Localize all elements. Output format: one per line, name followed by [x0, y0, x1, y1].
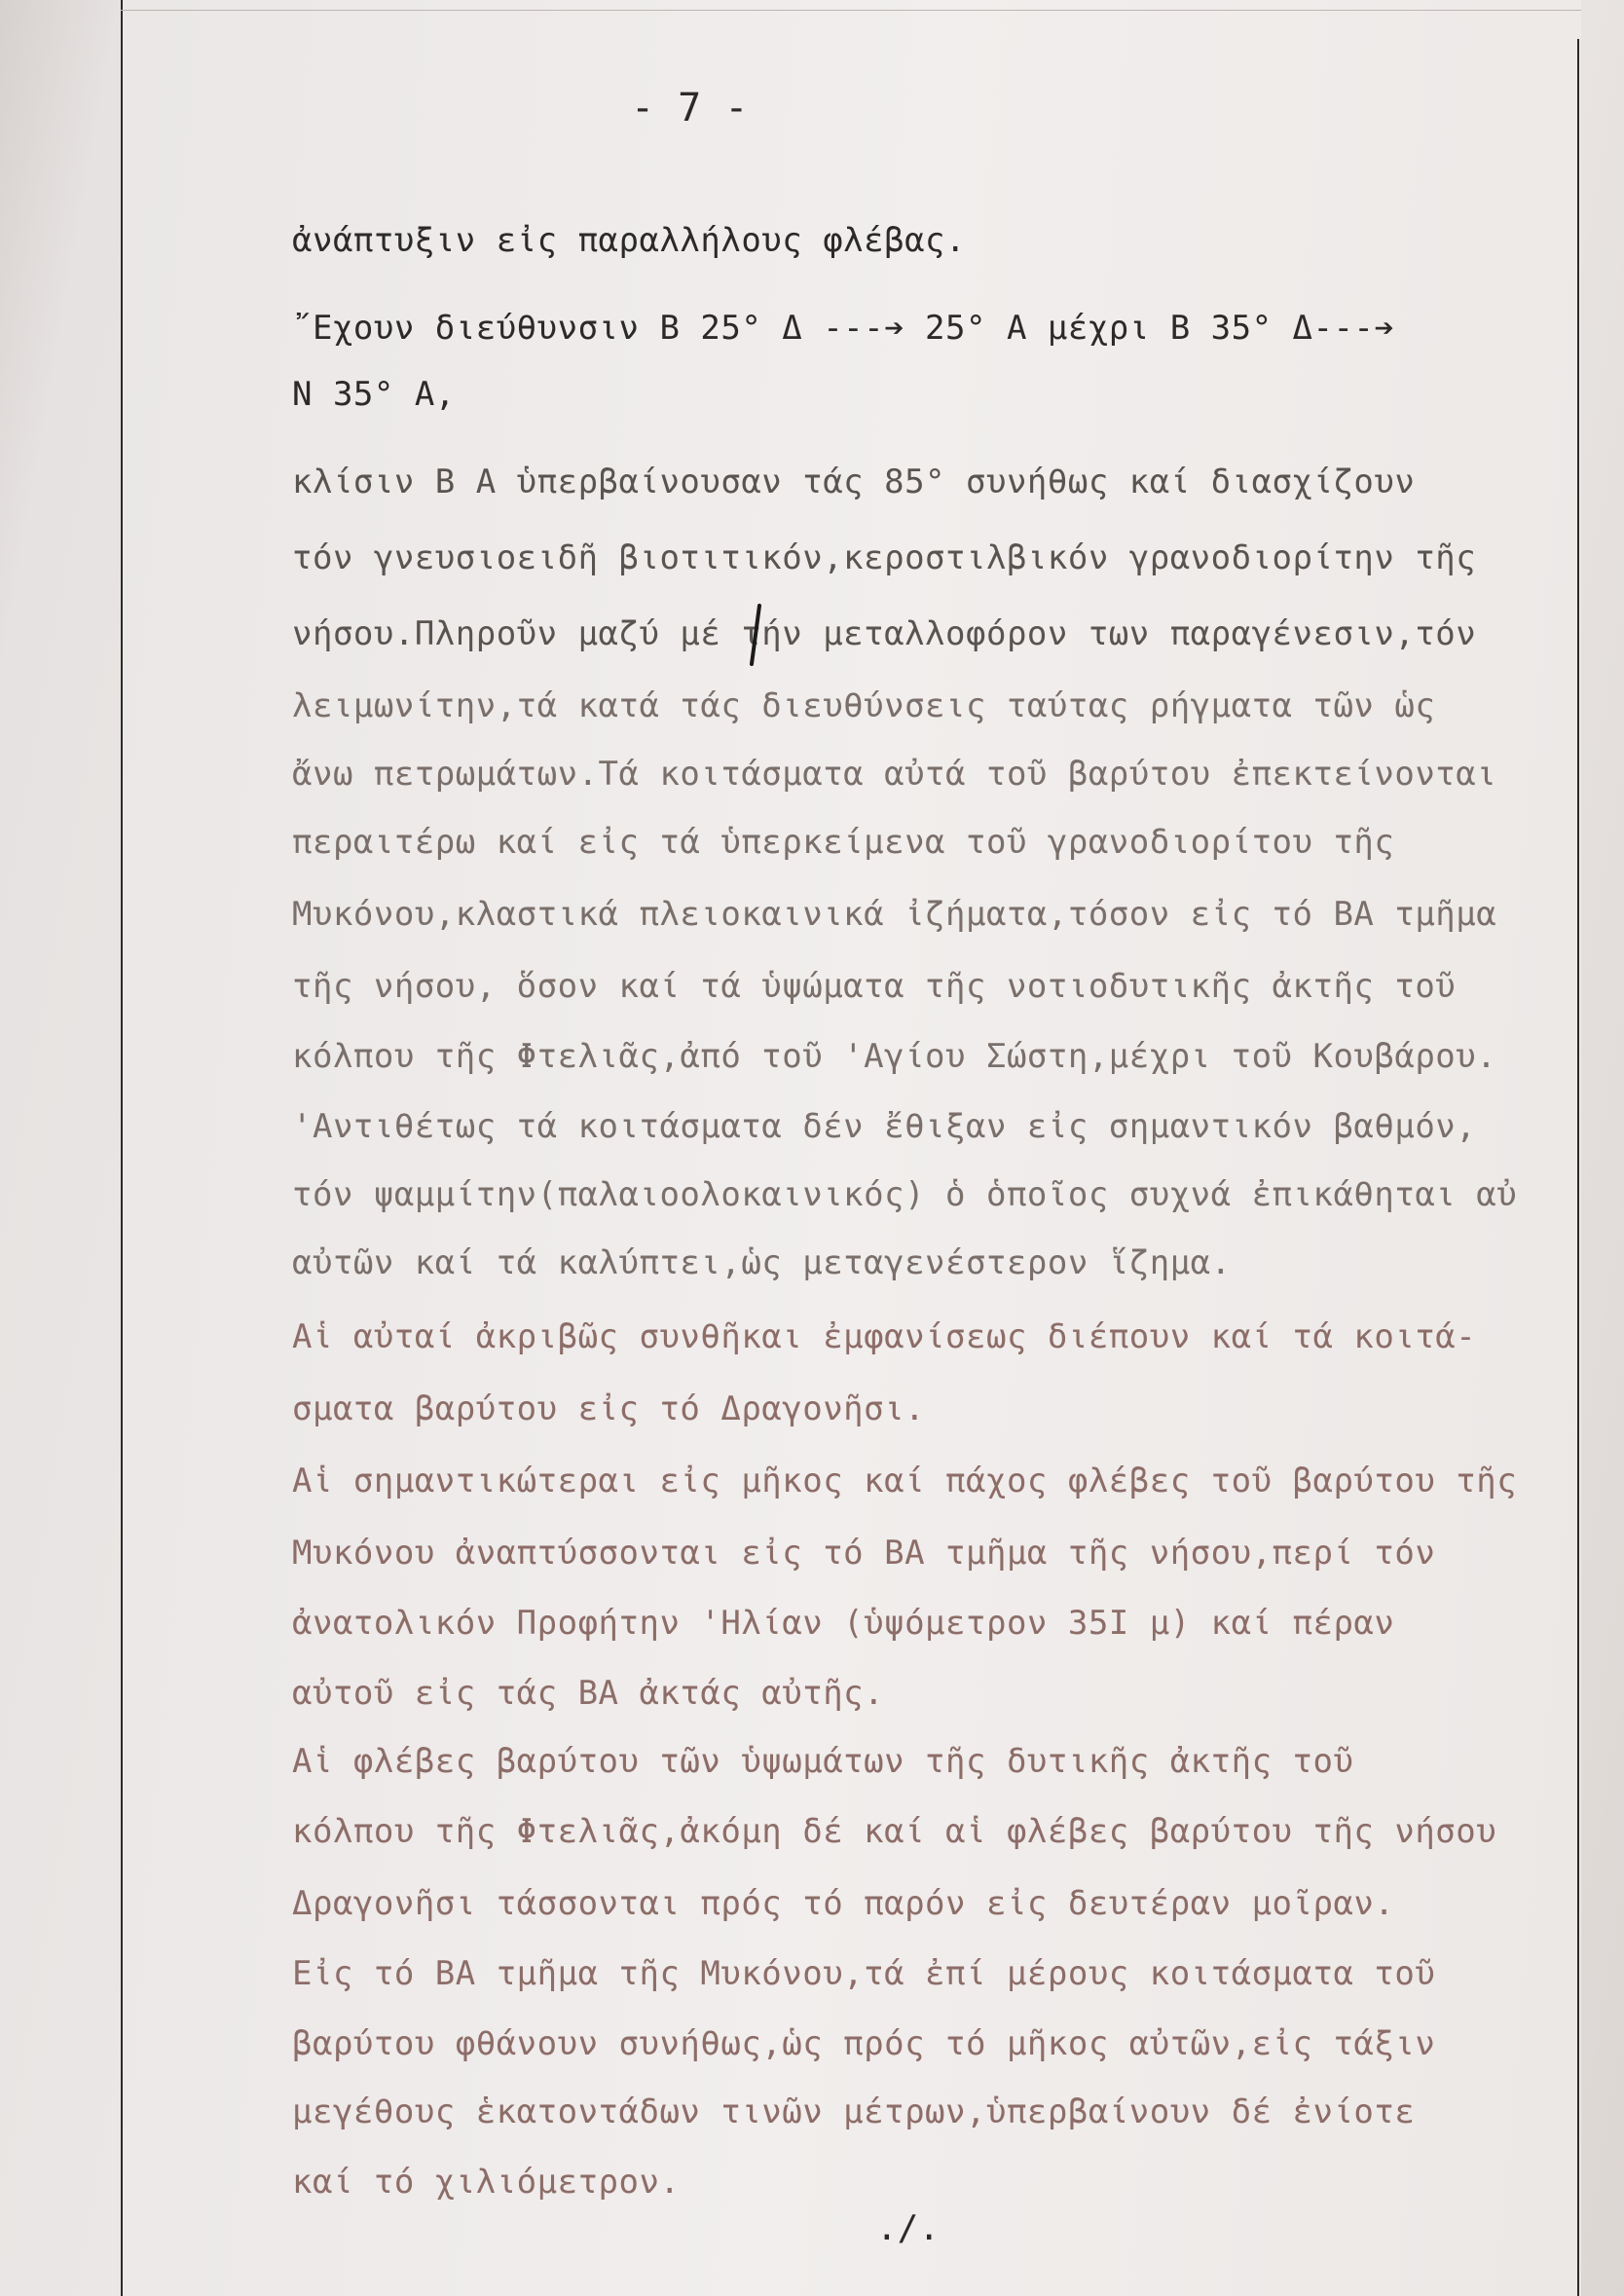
text-line-10: Μυκόνου,κλαστικά πλειοκαινικά ἰζήματα,τόσον εἰς τό ΒΑ τμῆμα: [292, 895, 1497, 934]
sheet-top-edge: [121, 10, 1581, 11]
continuation-mark: ./.: [876, 2208, 941, 2248]
text-line-20: ἀνατολικόν Προφήτην 'Ηλίαν (ὑψόμετρον 35I μ) καί πέραν: [292, 1604, 1395, 1643]
text-line-26: βαρύτου φθάνουν συνήθως,ὡς πρός τό μῆκος αὐτῶν,εἰς τάξιν: [292, 2024, 1436, 2063]
right-margin-rule: [1577, 39, 1579, 2296]
text-line-4: κλίσιν Β Α ὑπερβαίνουσαν τάς 85° συνήθως καί διασχίζουν: [292, 463, 1416, 501]
text-line-9: περαιτέρω καί εἰς τά ὑπερκείμενα τοῦ γρανοδιορίτου τῆς: [292, 823, 1395, 862]
text-line-5: τόν γνευσιοειδῆ βιοτιτικόν,κεροστιλβικόν γρανοδιορίτην τῆς: [292, 538, 1477, 577]
text-line-16: Αἱ αὐταί ἀκριβῶς συνθῆκαι ἐμφανίσεως διέπουν καί τά κοιτά-: [292, 1317, 1477, 1356]
text-line-7: λειμωνίτην,τά κατά τάς διευθύνσεις ταύτας ρήγματα τῶν ὡς: [292, 686, 1436, 725]
text-line-18: Αἱ σημαντικώτεραι εἰς μῆκος καί πάχος φλέβες τοῦ βαρύτου τῆς: [292, 1462, 1518, 1500]
text-line-6: νήσου.Πληροῦν μαζύ μέ τήν μεταλλοφόρον των παραγένεσιν,τόν: [292, 614, 1477, 653]
text-line-13: 'Αντιθέτως τά κοιτάσματα δέν ἔθιξαν εἰς σημαντικόν βαθμόν,: [292, 1107, 1477, 1146]
text-line-21: αὐτοῦ εἰς τάς ΒΑ ἀκτάς αὐτῆς.: [292, 1674, 885, 1713]
text-line-14: τόν ψαμμίτην(παλαιοολοκαινικός) ὁ ὁποῖος συχνά ἐπικάθηται αὐ: [292, 1175, 1518, 1214]
text-line-19: Μυκόνου ἀναπτύσσονται εἰς τό ΒΑ τμῆμα τῆς νήσου,περί τόν: [292, 1534, 1436, 1573]
text-line-17: σματα βαρύτου εἰς τό Δραγονῆσι.: [292, 1389, 926, 1428]
text-line-28: καί τό χιλιόμετρον.: [292, 2163, 681, 2202]
text-line-1: ἀνάπτυξιν εἰς παραλλήλους φλέβας.: [292, 221, 967, 260]
text-line-12: κόλπου τῆς Φτελιᾶς,ἀπό τοῦ 'Αγίου Σώστη,μέχρι τοῦ Κουβάρου.: [292, 1037, 1497, 1076]
text-line-3: Ν 35° Α,: [292, 375, 456, 414]
text-line-8: ἄνω πετρωμάτων.Τά κοιτάσματα αὐτά τοῦ βαρύτου ἐπεκτείνονται: [292, 755, 1497, 794]
text-line-22: Αἱ φλέβες βαρύτου τῶν ὑψωμάτων τῆς δυτικῆς ἀκτῆς τοῦ: [292, 1742, 1354, 1781]
text-line-23: κόλπου τῆς Φτελιᾶς,ἀκόμη δέ καί αἱ φλέβες βαρύτου τῆς νήσου: [292, 1812, 1497, 1851]
text-line-2: ῎Εχουν διεύθυνσιν Β 25° Δ ---➔ 25° Α μέχρι Β 35° Δ---➔: [292, 309, 1395, 348]
text-line-15: αὐτῶν καί τά καλύπτει,ὡς μεταγενέστερον ἵζημα.: [292, 1243, 1232, 1282]
text-line-27: μεγέθους ἑκατοντάδων τινῶν μέτρων,ὑπερβαίνουν δέ ἐνίοτε: [292, 2092, 1416, 2131]
text-line-24: Δραγονῆσι τάσσονται πρός τό παρόν εἰς δευτέραν μοῖραν.: [292, 1884, 1395, 1923]
text-line-11: τῆς νήσου, ὅσον καί τά ὑψώματα τῆς νοτιοδυτικῆς ἀκτῆς τοῦ: [292, 967, 1457, 1006]
text-line-25: Εἰς τό ΒΑ τμῆμα τῆς Μυκόνου,τά ἐπί μέρους κοιτάσματα τοῦ: [292, 1954, 1436, 1993]
page-number: - 7 -: [631, 86, 749, 130]
handwritten-correction-stroke: [746, 604, 765, 666]
